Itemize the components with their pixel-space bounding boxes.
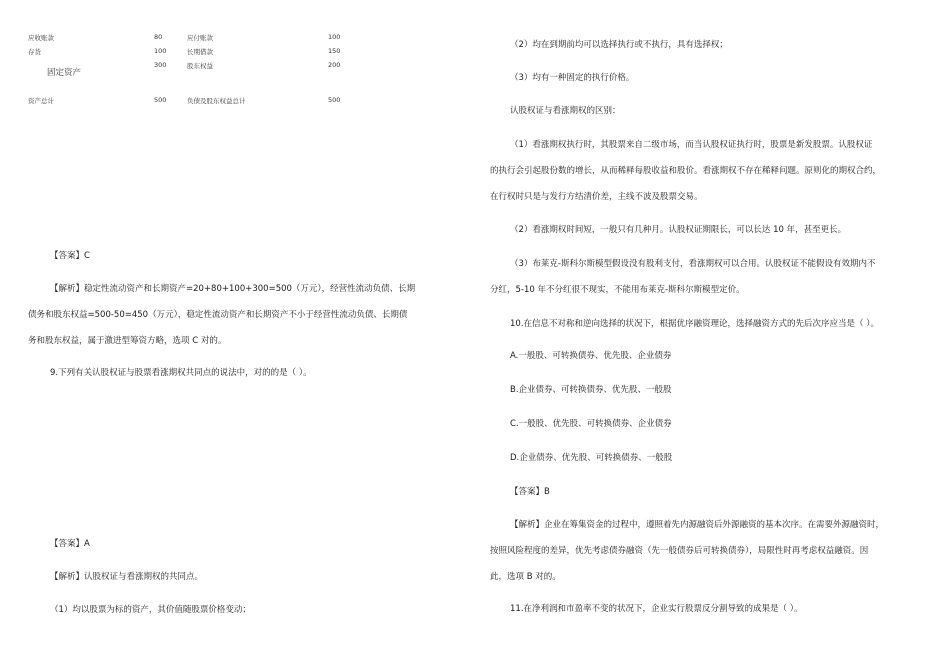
analysis-line: 【解析】稳定性流动资产和长期资产=20+80+100+300=500（万元），经营性流动负债、长期 (50, 284, 416, 294)
difference-3 (490, 251, 875, 303)
difference-line: 在行权时只是与发行方结清价差，主线不波及股票交易。 (490, 192, 703, 202)
common-point-3: （3）均有一种固定的执行价格。 (510, 73, 635, 83)
liability-name: 负债及股东权益总计 (187, 97, 246, 105)
liability-name: 长期借款 (187, 48, 213, 56)
liability-value: 150 (328, 47, 341, 55)
answer-9: 【答案】A (50, 539, 90, 549)
analysis-10 (490, 512, 884, 590)
answer-8: 【答案】C (50, 251, 90, 261)
difference-title: 认股权证与看涨期权的区别： (510, 106, 621, 116)
right-column (475, 0, 950, 672)
analysis-8 (28, 276, 415, 354)
difference-line: （3）布莱克-斯科尔斯模型假设没有股利支付，看涨期权可以合用。认股权证不能假设有效期内不 (510, 259, 876, 269)
asset-value: 80 (154, 33, 163, 41)
answer-10: 【答案】B (510, 487, 550, 497)
common-point-1: （1）均以股票为标的资产，其价值随股票价格变动； (50, 605, 251, 615)
liability-name: 应付账款 (187, 34, 213, 42)
liability-name: 股东权益 (187, 62, 213, 70)
difference-2: （2）看涨期权时间短，一般只有几种月。认股权证期限长，可以长达 10 年，甚至更长。 (510, 225, 847, 235)
difference-line: 的执行会引起股份数的增长，从而稀释每股收益和股价。看涨期权不存在稀释问题。原则化的期权合约， (490, 166, 882, 176)
asset-name: 应收账款 (28, 34, 54, 42)
question-9: 9.下列有关认股权证与股票看涨期权共同点的说法中，对的的是（ ）。 (50, 368, 312, 378)
table-row (28, 33, 448, 43)
asset-name: 存货 (28, 48, 41, 56)
analysis-9: 【解析】认股权证与看涨期权的共同点。 (50, 572, 204, 582)
asset-value: 300 (154, 61, 167, 69)
option-c: C.一般股、优先股、可转换债券、企业债券 (510, 419, 672, 429)
common-point-2: （2）均在到期前均可以选择执行或不执行，具有选择权； (510, 40, 728, 50)
table-row (28, 61, 448, 71)
analysis-line: 【解析】企业在筹集资金的过程中，遵照着先内源融资后外源融资的基本次序。在需要外源融资时， (510, 520, 885, 530)
table-row (28, 47, 448, 57)
liability-value: 200 (328, 61, 341, 69)
question-11: 11.在净利润和市盈率不变的状况下，企业实行股票反分割导致的成果是（ ）。 (510, 604, 803, 614)
asset-value: 100 (154, 47, 167, 55)
analysis-line: 按照风险程度的差异，优先考虑债券融资（先一般债券后可转换债券），局限性时再考虑权益融资。因 (490, 546, 869, 556)
analysis-line: 债务和股东权益=500-50=450（万元），稳定性流动资产和长期资产不小于经营性流动负债、长期债 (28, 310, 408, 320)
liability-value: 100 (328, 33, 341, 41)
question-10: 10.在信息不对称和逆向选择的状况下，根据优序融资理论，选择融资方式的先后次序应当是（ ）。 (510, 319, 879, 329)
option-b: B.企业债券、可转换债券、优先股、一般股 (510, 385, 672, 395)
option-a: A.一般股、可转换债券、优先股、企业债券 (510, 351, 672, 361)
difference-1 (490, 132, 881, 210)
difference-line: 分红，5-10 年不分红很不现实，不能用布莱克-斯科尔斯模型定价。 (490, 285, 745, 295)
difference-line: （1）看涨期权执行时，其股票来自二级市场，而当认股权证执行时，股票是新发股票。认股权证 (510, 140, 873, 150)
asset-name: 资产总计 (28, 97, 54, 105)
fixed-assets-label: 固定资产 (47, 68, 82, 78)
table-row (28, 96, 448, 106)
asset-value: 500 (154, 96, 167, 104)
analysis-line: 务和股东权益，属于激进型筹资方略，选项 C 对的。 (28, 336, 227, 346)
liability-value: 500 (328, 96, 341, 104)
option-d: D.企业债券、优先股、可转换债券、一般股 (510, 453, 673, 463)
analysis-line: 此，选项 B 对的。 (490, 572, 561, 582)
